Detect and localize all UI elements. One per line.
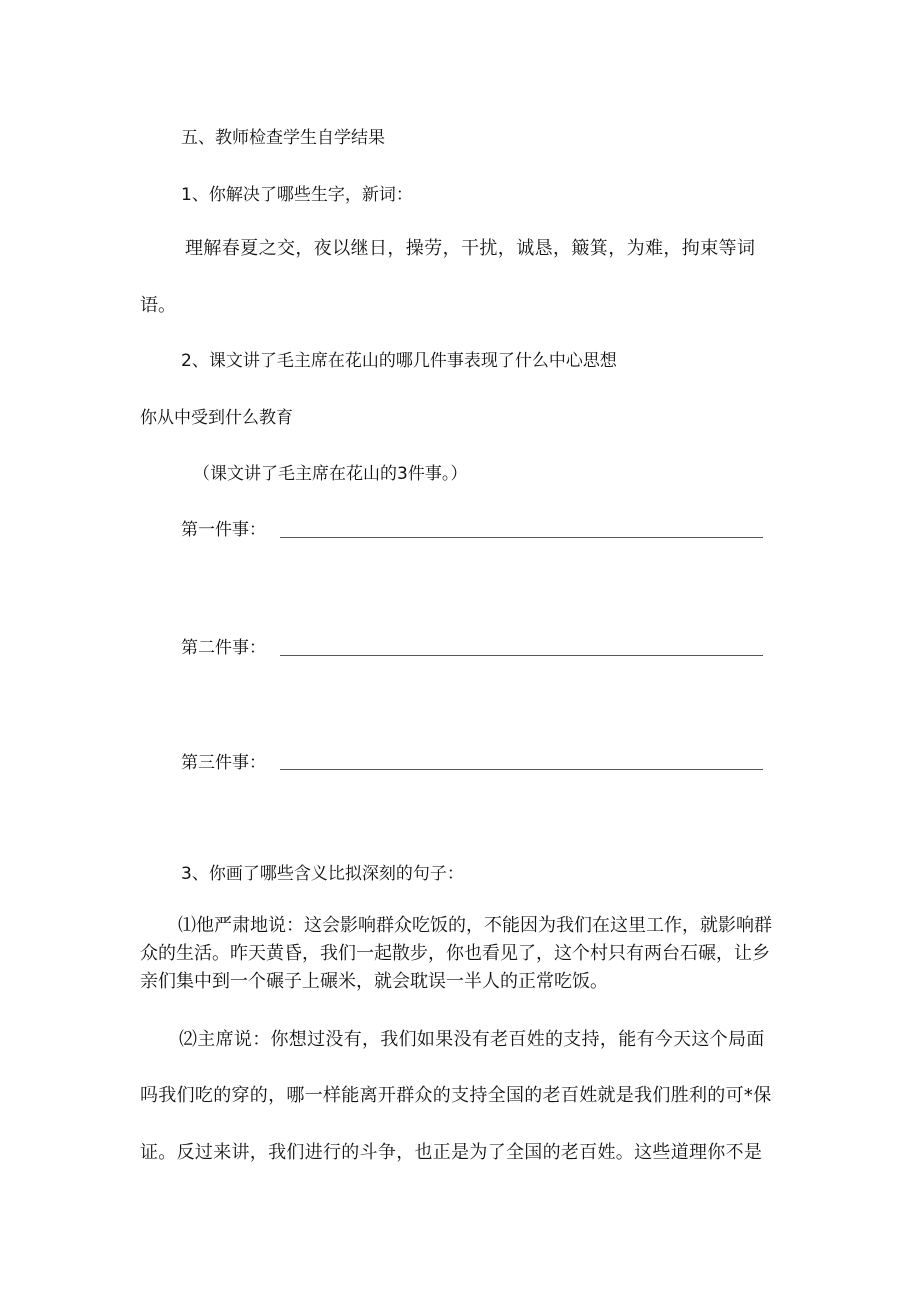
section-heading: 五、教师检查学生自学结果 — [181, 128, 385, 148]
quoted-sentence-2-line-1: ⑵主席说：你想过没有，我们如果没有老百姓的支持，能有今天这个局面 — [179, 1029, 765, 1050]
quoted-sentence-2-line-2: 吗我们吃的穿的，哪一样能离开群众的支持全国的老百姓就是我们胜利的可*保 — [140, 1085, 772, 1106]
answer-blank-2[interactable] — [280, 655, 763, 656]
answer-blank-1[interactable] — [280, 537, 763, 538]
item-label-1: 第一件事： — [181, 520, 266, 540]
question-1: 1、你解决了哪些生字，新词： — [181, 185, 413, 205]
question-2-line-2: 你从中受到什么教育 — [140, 408, 293, 428]
question-2-line-1: 2、课文讲了毛主席在花山的哪几件事表现了什么中心思想 — [181, 351, 617, 371]
quoted-sentence-1: ⑴他严肃地说：这会影响群众吃饭的，不能因为我们在这里工作，就影响群众的生活。昨天黄昏，我们一起散步，你也看见了，这个村只有两台石碾，让乡亲们集中到一个碾子上碾米，就会耽误一半人的正常吃饭。 — [140, 915, 772, 992]
quoted-sentence-2-line-3: 证。反过来讲，我们进行的斗争，也正是为了全国的老百姓。这些道理你不是 — [140, 1142, 763, 1163]
question-2-note: （课文讲了毛主席在花山的3件事。） — [193, 464, 468, 484]
item-label-2: 第二件事： — [181, 638, 266, 658]
question-3: 3、你画了哪些含义比拟深刻的句子： — [181, 864, 464, 884]
answer-blank-3[interactable] — [280, 769, 763, 770]
question-1-answer-line-1: 理解春夏之交，夜以继日，操劳，干扰，诚恳，簸箕，为难，拘束等词 — [185, 238, 756, 259]
question-1-answer-line-2: 语。 — [140, 295, 176, 316]
item-label-3: 第三件事： — [181, 753, 266, 773]
